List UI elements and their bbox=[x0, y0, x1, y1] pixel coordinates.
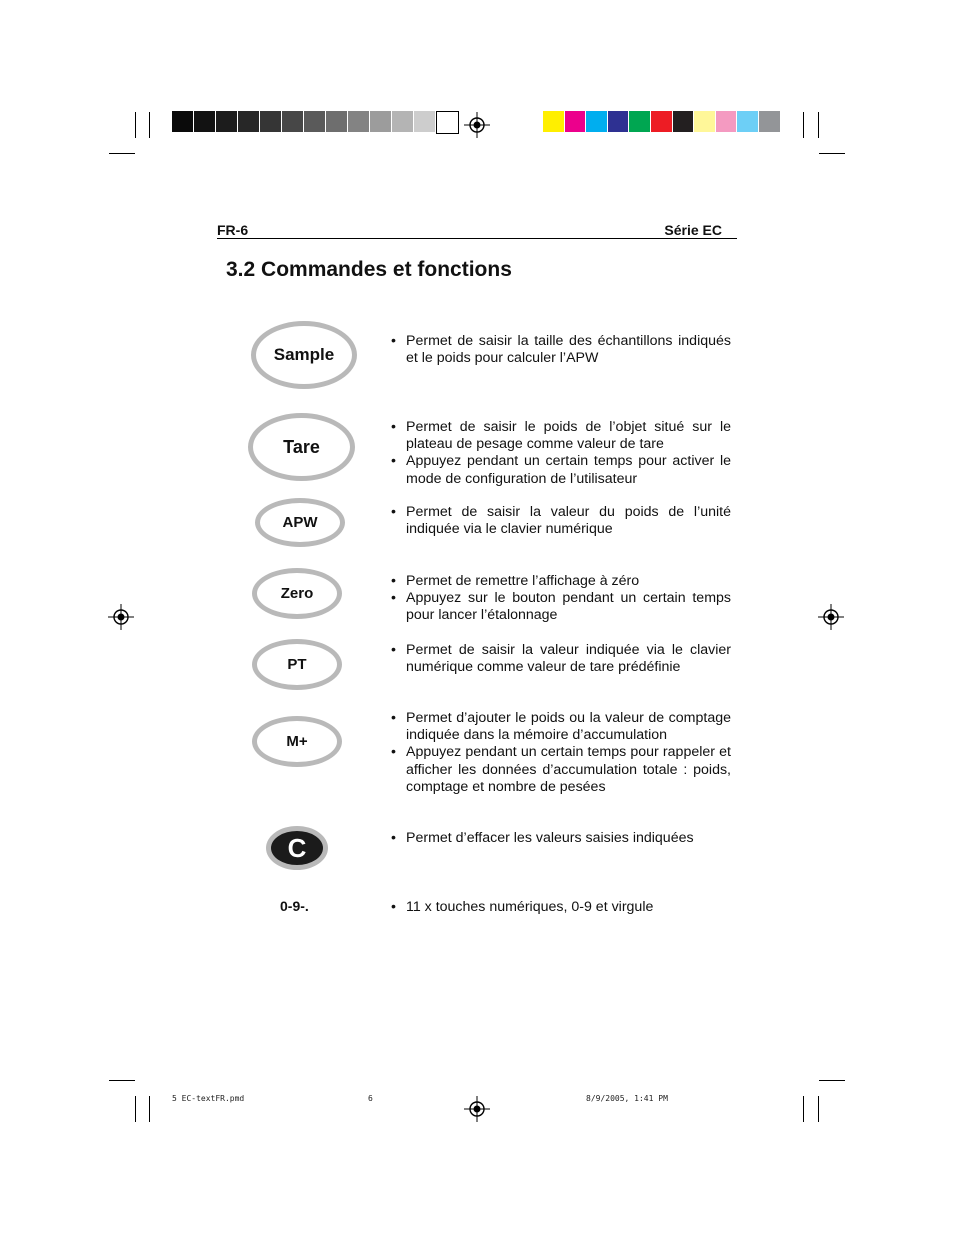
color-swatch bbox=[608, 111, 629, 132]
header-rule bbox=[217, 238, 737, 239]
sample-key-description bbox=[391, 333, 731, 367]
gray-swatch bbox=[392, 111, 413, 132]
footer-page-number: 6 bbox=[368, 1094, 373, 1103]
sample-key-label: Sample bbox=[273, 345, 335, 364]
color-swatch bbox=[759, 111, 780, 132]
section-title: 3.2 Commandes et fonctions bbox=[226, 258, 512, 281]
apw-key-label: APW bbox=[282, 514, 318, 531]
tare-key-description bbox=[391, 419, 731, 488]
zero-key-label: Zero bbox=[280, 585, 314, 602]
gray-swatch bbox=[172, 111, 193, 132]
description-bullet: • Permet d’effacer les valeurs saisies indiquées bbox=[391, 830, 731, 847]
registration-mark-right-icon bbox=[818, 604, 844, 630]
zero-key-description bbox=[391, 573, 731, 625]
footer-datetime: 8/9/2005, 1:41 PM bbox=[586, 1094, 668, 1103]
pt-key-label: PT bbox=[287, 656, 307, 673]
gray-swatch bbox=[282, 111, 303, 132]
footer-filename: 5 EC-textFR.pmd bbox=[172, 1094, 245, 1103]
numeric-keys-description bbox=[391, 899, 731, 916]
description-bullet: • 11 x touches numériques, 0-9 et virgule bbox=[391, 899, 731, 916]
gray-swatch bbox=[414, 111, 435, 132]
description-bullet: • Permet de saisir la valeur indiquée via le clavier numérique comme valeur de tare prédéfinie bbox=[391, 642, 731, 676]
clear-key bbox=[266, 826, 328, 870]
tare-key-label: Tare bbox=[283, 436, 320, 457]
gray-swatch bbox=[436, 111, 459, 134]
pt-key-description bbox=[391, 642, 731, 676]
registration-mark-left-icon bbox=[108, 604, 134, 630]
gray-swatch bbox=[194, 111, 215, 132]
numeric-keys-label: 0-9-. bbox=[280, 898, 309, 914]
pt-key bbox=[252, 639, 342, 690]
description-bullet: • Permet de remettre l’affichage à zéro bbox=[391, 573, 731, 590]
description-bullet: • Appuyez sur le bouton pendant un certain temps pour lancer l’étalonnage bbox=[391, 590, 731, 624]
color-swatch bbox=[673, 111, 694, 132]
gray-swatch bbox=[216, 111, 237, 132]
color-swatch bbox=[716, 111, 737, 132]
tare-key bbox=[248, 413, 355, 481]
color-swatch bbox=[543, 111, 564, 132]
description-bullet: • Permet d’ajouter le poids ou la valeur de comptage indiquée dans la mémoire d’accumulation bbox=[391, 710, 731, 744]
clear-key-description bbox=[391, 830, 731, 847]
gray-swatch bbox=[326, 111, 347, 132]
gray-swatch bbox=[304, 111, 325, 132]
apw-key bbox=[255, 498, 345, 547]
page-reference: FR-6 bbox=[217, 222, 249, 238]
description-bullet: • Appuyez pendant un certain temps pour rappeler et afficher les données d’accumulation totale : poids, comptage et nombre de pesées bbox=[391, 744, 731, 796]
clear-key-label: C bbox=[287, 832, 307, 863]
color-swatch bbox=[586, 111, 607, 132]
m-plus-key-label: M+ bbox=[286, 733, 308, 750]
registration-mark-top-icon bbox=[464, 112, 490, 138]
series-label: Série EC bbox=[664, 222, 722, 238]
sample-key bbox=[251, 321, 357, 389]
gray-swatch bbox=[348, 111, 369, 132]
m-plus-key bbox=[252, 716, 342, 767]
gray-swatch bbox=[370, 111, 391, 132]
m-plus-key-description bbox=[391, 710, 731, 796]
description-bullet: • Permet de saisir la valeur du poids de l’unité indiquée via le clavier numérique bbox=[391, 504, 731, 538]
color-swatch bbox=[565, 111, 586, 132]
color-swatch bbox=[737, 111, 758, 132]
description-bullet: • Permet de saisir le poids de l’objet situé sur le plateau de pesage comme valeur de tare bbox=[391, 419, 731, 453]
gray-swatch bbox=[260, 111, 281, 132]
color-swatch bbox=[694, 111, 715, 132]
registration-mark-bottom-icon bbox=[464, 1096, 490, 1122]
apw-key-description bbox=[391, 504, 731, 538]
gray-swatch bbox=[238, 111, 259, 132]
zero-key bbox=[252, 568, 342, 619]
color-swatch bbox=[629, 111, 650, 132]
color-swatch bbox=[651, 111, 672, 132]
description-bullet: • Appuyez pendant un certain temps pour activer le mode de configuration de l’utilisateur bbox=[391, 453, 731, 487]
description-bullet: • Permet de saisir la taille des échantillons indiqués et le poids pour calculer l’APW bbox=[391, 333, 731, 367]
